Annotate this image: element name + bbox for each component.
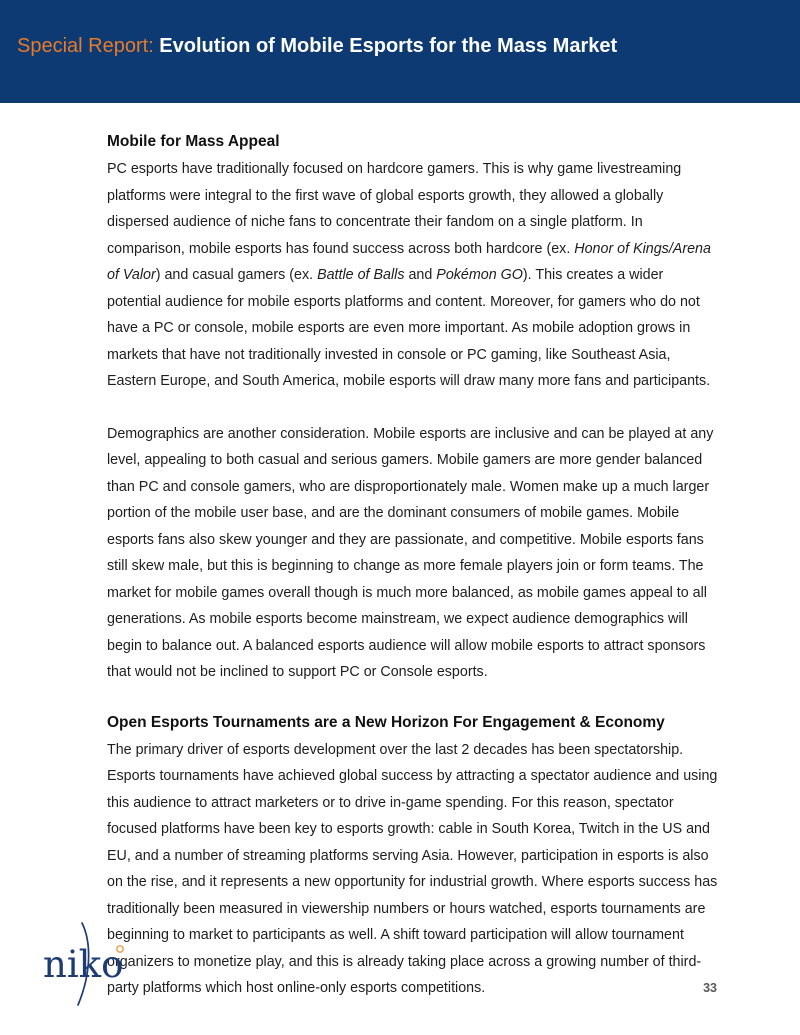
page-body: [107, 103, 720, 1028]
logo-wordmark: niko: [43, 943, 124, 986]
niko-logo: [40, 893, 150, 1025]
paragraph: Demographics are another consideration. Mobile esports are inclusive and can be played at any level, appealing to both casual and serious gamers. Mobile gamers are more gender balanced than PC and console gamers, who are disproportionately male. Women make up a much larger portion of the mobile user base, and are the dominant consumers of mobile games. Mobile esports fans also skew younger and they are passionate, and competitive. Mobile esports fans still skew male, but this is beginning to change as more female players join or form teams. The market for mobile games overall though is much more balanced, as mobile games appeal to all generations. As mobile esports become mainstream, we expect audience demographics will begin to balance out. A balanced esports audience will allow mobile esports to attract sponsors that would not be inclined to support PC or Console esports.: [107, 425, 714, 680]
report-title: Evolution of Mobile Esports for the Mass Market: [159, 35, 618, 57]
header-band: [0, 0, 800, 103]
paragraph: The primary driver of esports development over the last 2 decades has been spectatorship. Esports tournaments have achieved global success by attracting a spectator audience and using this audience to attract marketers or to drive in-game spending. For this reason, spectator focused platforms have been key to esports growth: cable in South Korea, Twitch in the US and EU, and a number of streaming platforms serving Asia. However, participation in esports is also on the rise, and it represents a new opportunity for industrial growth. Where esports success has traditionally been measured in viewership numbers or hours watched, esports tournaments are beginning to market to participants as well. A shift toward participation will allow tournament organizers to monetize play, and this is already taking place across a growing number of third-party platforms which host online-only esports competitions.: [107, 741, 718, 996]
header-text: [17, 33, 617, 59]
paragraph: PC esports have traditionally focused on hardcore gamers. This is why game livestreaming platforms were integral to the first wave of global esports growth, they allowed a globally dispersed audience of niche fans to concentrate their fandom on a single platform. In comparison, mobile esports has found success across both hardcore (ex. Honor of Kings/Arena of Valor) and casual gamers (ex. Battle of Balls and Pokémon GO). This creates a wider potential audience for mobile esports platforms and content. Moreover, for gamers who do not have a PC or console, mobile esports are even more important. As mobile adoption grows in markets that have not traditionally invested in console or PC gaming, like Southeast Asia, Eastern Europe, and South America, mobile esports will draw many more fans and participants.: [107, 161, 711, 389]
report-type-label: Special Report:: [17, 35, 160, 57]
section-heading-mobile-for-mass-appeal: Mobile for Mass Appeal: [107, 133, 280, 150]
page-number: 33: [703, 981, 717, 995]
section-heading-open-esports-tournaments: Open Esports Tournaments are a New Horizon For Engagement & Economy: [107, 713, 665, 731]
